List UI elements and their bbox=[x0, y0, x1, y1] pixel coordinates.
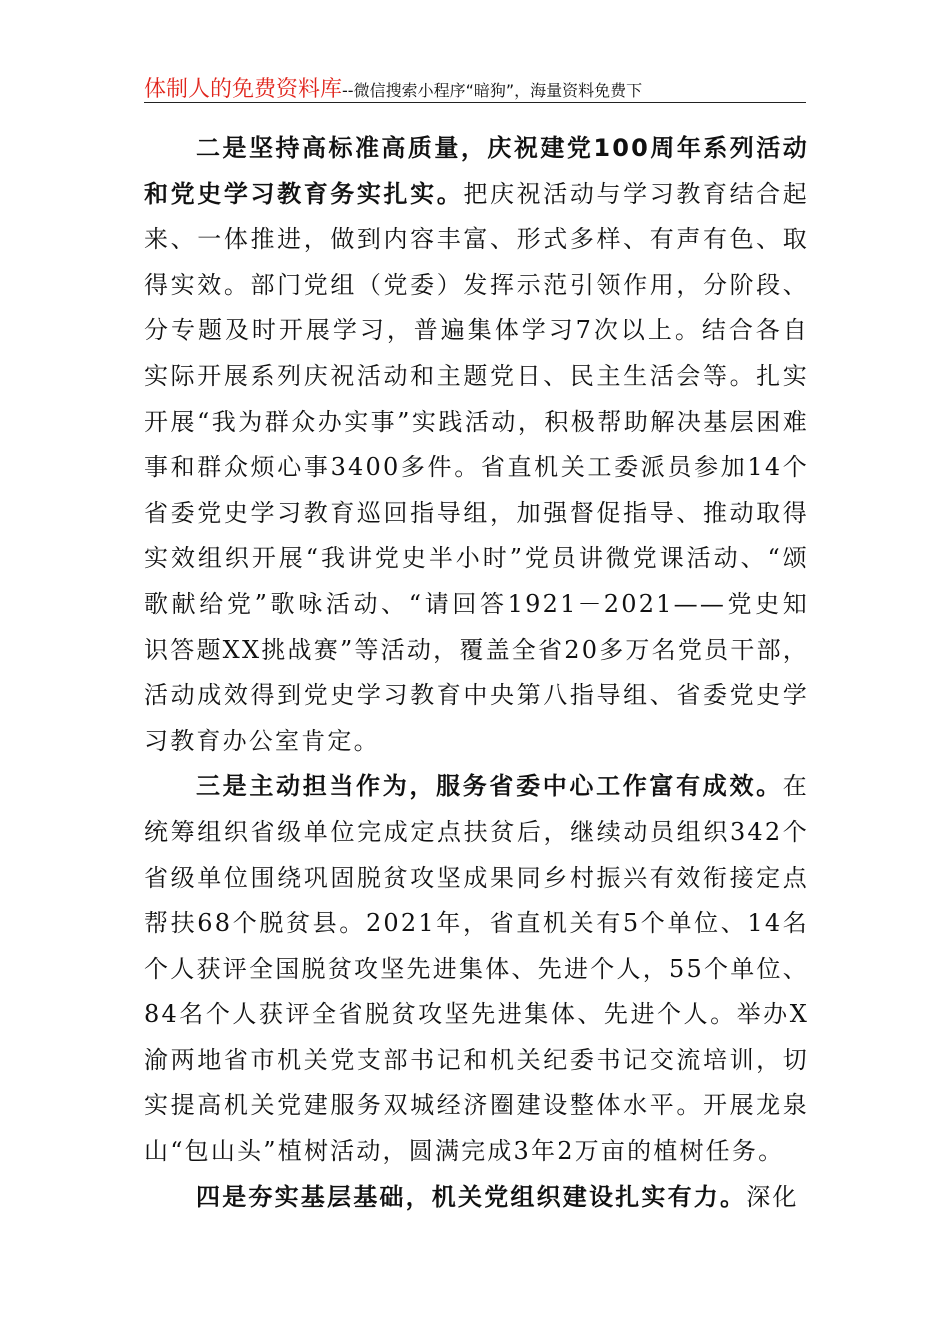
paragraph-3-body: 在统筹组织省级单位完成定点扶贫后，继续动员组织342个省级单位围绕巩固脱贫攻坚成果同乡村振兴有效衔接定点帮扶68个脱贫县。2021年，省直机关有5个单位、14名个人获评全国脱贫攻坚先进集体、先进个人，55个单位、84名个人获评全省脱贫攻坚先进集体、先进个人。举办X渝两地省市机关党支部书记和机关纪委书记交流培训，切实提高机关党建服务双城经济圈建设整体水平。开展龙泉山“包山头”植树活动，圆满完成3年2万亩的植树任务。 bbox=[144, 772, 809, 1166]
paragraph-3 bbox=[144, 764, 809, 1174]
header-brand: 体制人的免费资料库 bbox=[144, 77, 343, 102]
paragraph-2-body: 把庆祝活动与学习教育结合起来、一体推进，做到内容丰富、形式多样、有声有色、取得实效。部门党组（党委）发挥示范引领作用，分阶段、分专题及时开展学习，普遍集体学习7次以上。结合各自实际开展系列庆祝活动和主题党日、民主生活会等。扎实开展“我为群众办实事”实践活动，积极帮助解决基层困难事和群众烦心事3400多件。省直机关工委派员参加14个省委党史学习教育巡回指导组，加强督促指导、推动取得实效组织开展“我讲党史半小时”党员讲微党课活动、“颂歌献给党”歌咏活动、“请回答1921－2021——党史知识答题XX挑战赛”等活动，覆盖全省20多万名党员干部，活动成效得到党史学习教育中央第八指导组、省委党史学习教育办公室肯定。 bbox=[144, 179, 809, 755]
paragraph-4 bbox=[144, 1175, 809, 1221]
paragraph-2 bbox=[144, 126, 809, 764]
document-body bbox=[144, 126, 809, 1220]
paragraph-3-lead: 三是主动担当作为，服务省委中心工作富有成效。 bbox=[196, 772, 783, 801]
header-tagline: --微信搜索小程序“暗狗”，海量资料免费下 bbox=[342, 81, 643, 100]
paragraph-4-body: 深化 bbox=[746, 1182, 799, 1211]
paragraph-4-lead: 四是夯实基层基础，机关党组织建设扎实有力。 bbox=[196, 1182, 747, 1211]
paragraph-2-lead: 二是坚持高标准高质量，庆祝建党100周年系列活动和党史学习教育务实扎实。 bbox=[144, 134, 809, 208]
page-header bbox=[144, 72, 806, 103]
